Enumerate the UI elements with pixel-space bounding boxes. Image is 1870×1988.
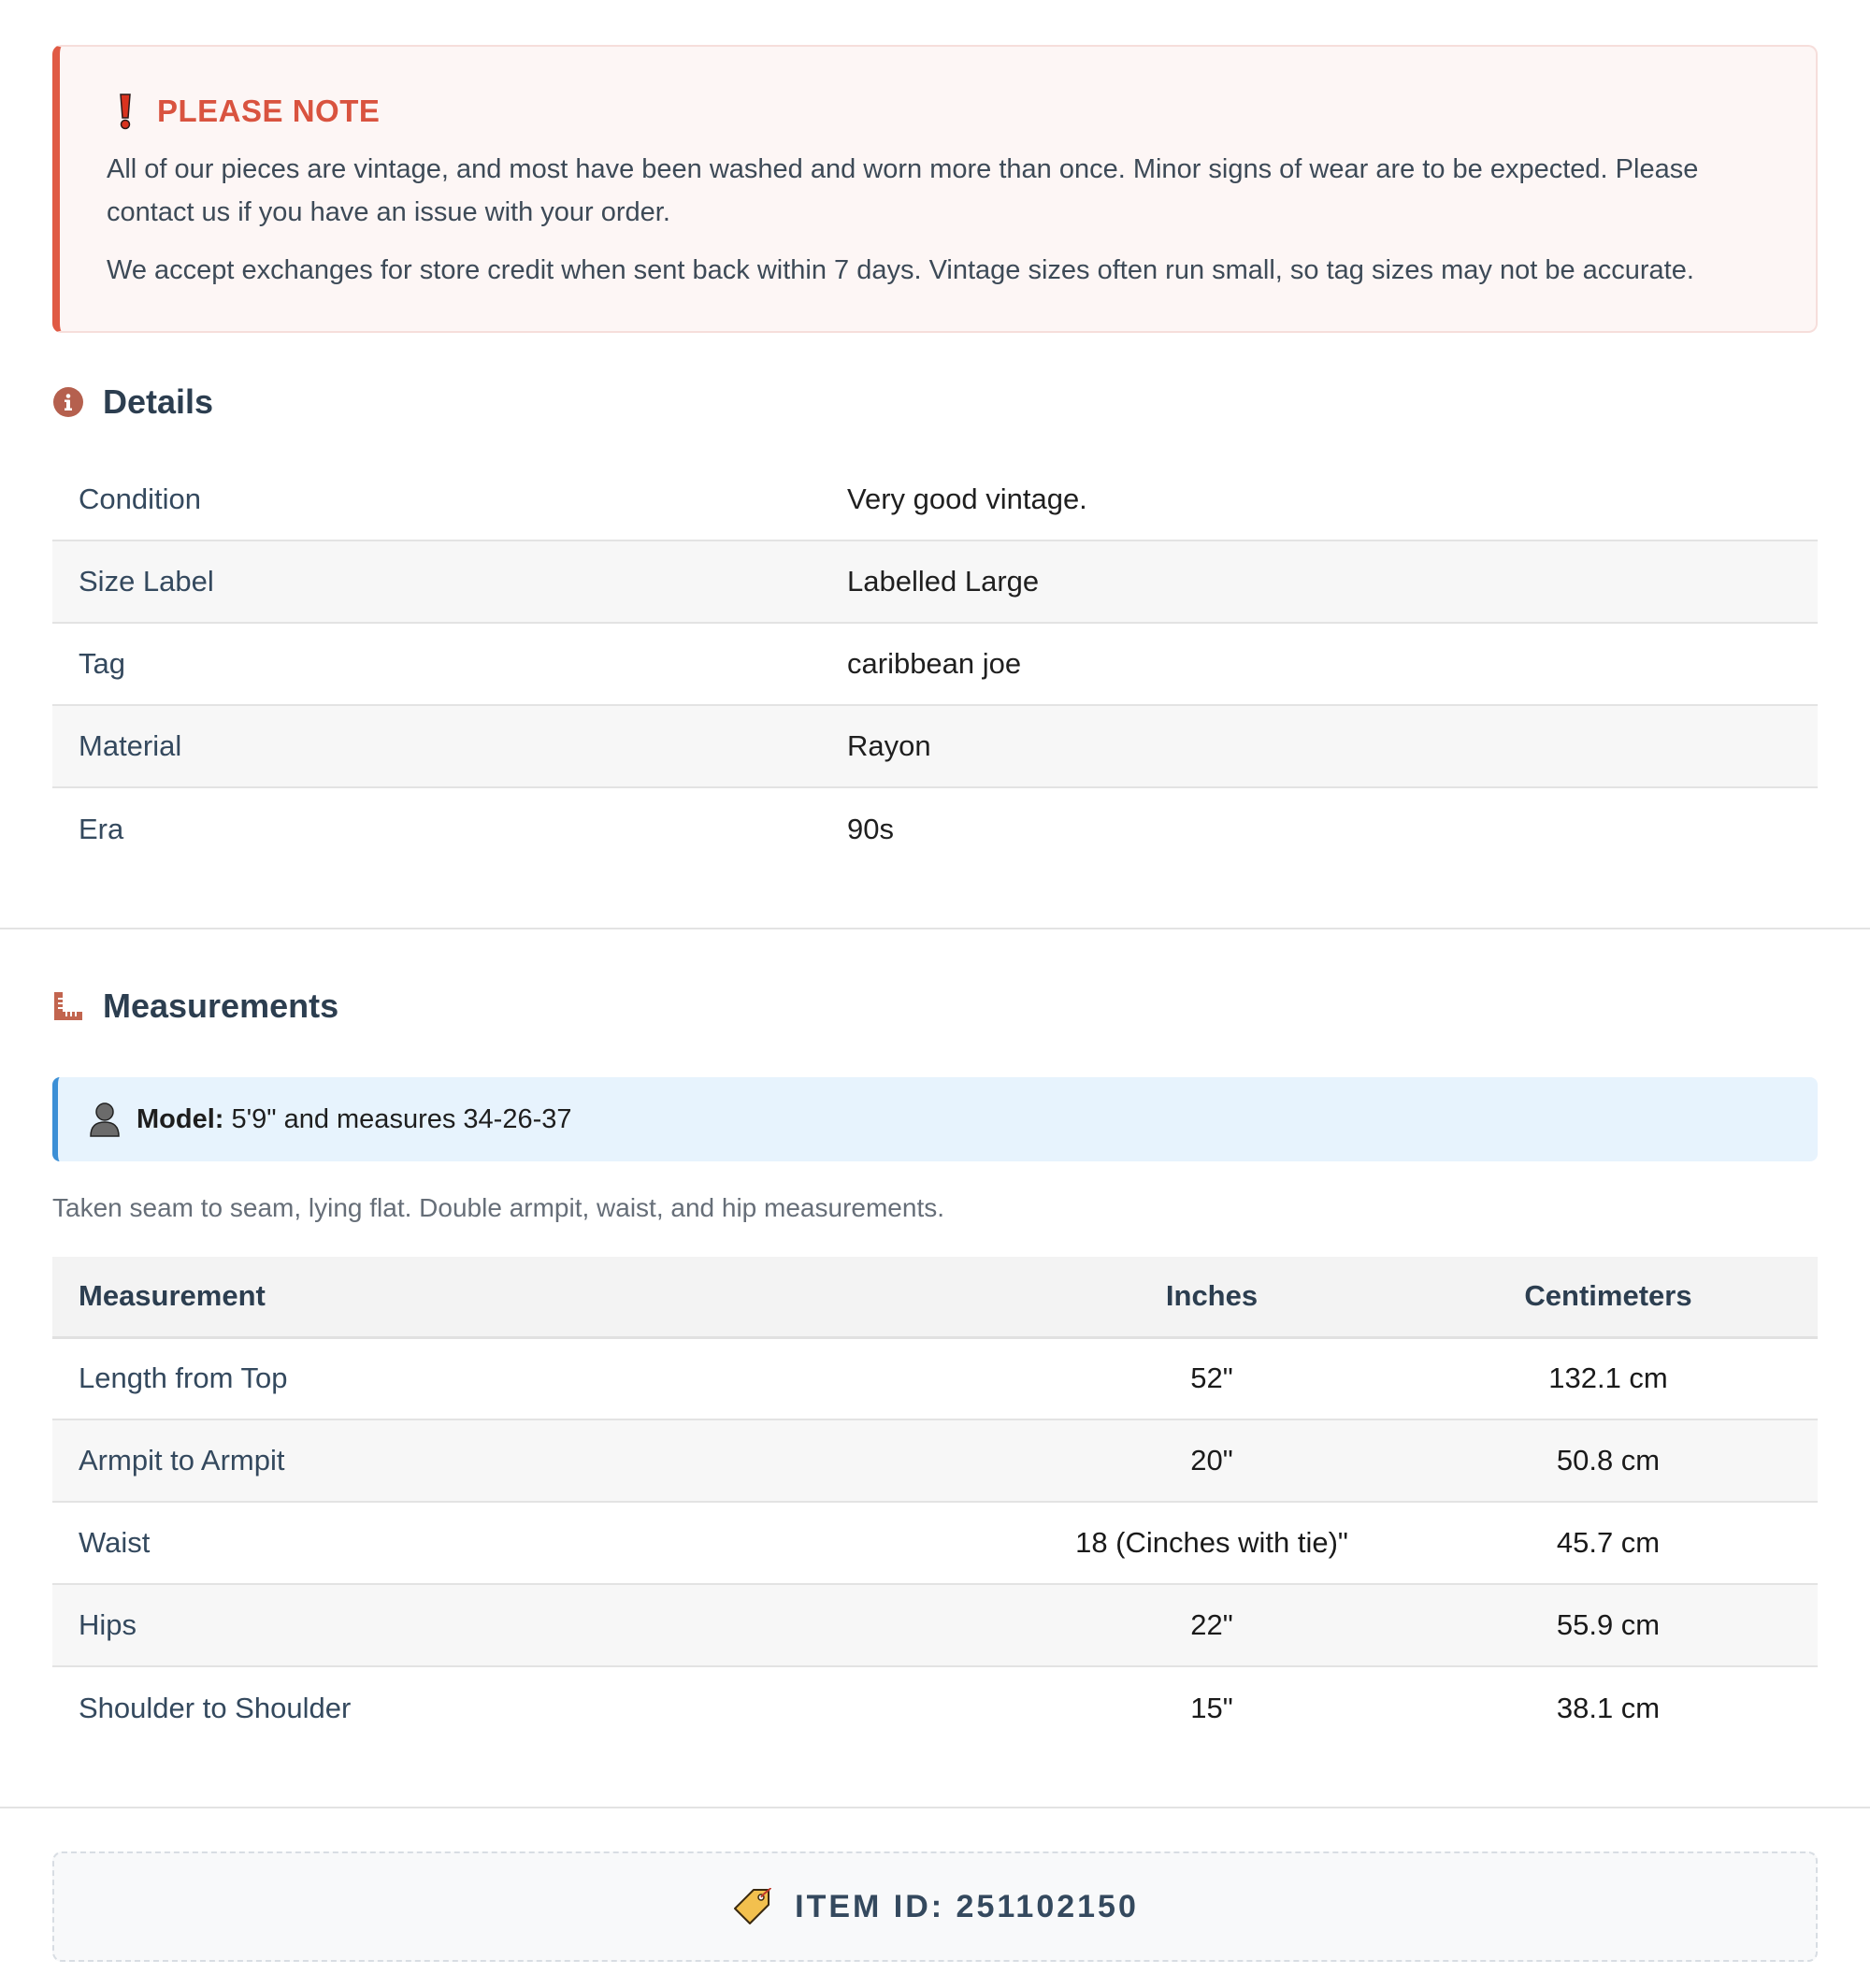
table-row (52, 1337, 1818, 1419)
detail-label: Era (79, 812, 124, 845)
table-row (52, 623, 1818, 705)
section-divider (0, 1807, 1870, 1808)
exclamation-icon (107, 93, 144, 130)
detail-label: Material (52, 705, 847, 787)
measurements-title: Measurements (103, 987, 339, 1025)
column-header-inches: Inches (1025, 1257, 1399, 1337)
details-heading (52, 374, 1818, 430)
column-header-centimeters: Centimeters (1399, 1257, 1818, 1337)
table-row (52, 1502, 1818, 1584)
measurement-note: Taken seam to seam, lying flat. Double armpit, waist, and hip measurements. (52, 1193, 944, 1222)
detail-value: 90s (847, 812, 894, 845)
price-tag-icon (731, 1886, 772, 1927)
measurement-inches: 18 (Cinches with tie)" (1025, 1502, 1399, 1584)
detail-value: Very good vintage. (847, 458, 1818, 540)
section-divider (0, 928, 1870, 929)
table-row (52, 540, 1818, 623)
measurement-name: Hips (52, 1584, 1025, 1666)
item-id-text: ITEM ID: 251102150 (795, 1888, 1139, 1924)
model-info-box (52, 1077, 1818, 1161)
table-row (52, 705, 1818, 787)
detail-label: Tag (52, 623, 847, 705)
note-paragraph-2: We accept exchanges for store credit when sent back within 7 days. Vintage sizes often run small, so tag sizes may not be accurate. (107, 255, 1694, 285)
measurement-cm: 132.1 cm (1399, 1337, 1818, 1419)
person-icon (88, 1101, 122, 1138)
note-header (107, 88, 1769, 135)
detail-label: Condition (52, 458, 847, 540)
please-note-box (52, 45, 1818, 333)
item-id-box (52, 1851, 1818, 1962)
measurement-cm: 38.1 cm (1556, 1691, 1661, 1724)
table-row (52, 1666, 1818, 1749)
info-icon (52, 386, 84, 418)
ruler-icon (52, 990, 84, 1022)
measurement-inches: 52" (1025, 1337, 1399, 1419)
measurement-name: Waist (52, 1502, 1025, 1584)
table-header-row (52, 1257, 1818, 1337)
detail-value: Labelled Large (847, 540, 1818, 623)
model-label: Model: (137, 1103, 224, 1134)
detail-value: caribbean joe (847, 623, 1818, 705)
details-title: Details (103, 382, 214, 421)
table-row (52, 1584, 1818, 1666)
measurement-name: Shoulder to Shoulder (79, 1691, 352, 1724)
model-text: 5'9" and measures 34-26-37 (231, 1103, 572, 1134)
column-header-measurement: Measurement (52, 1257, 1025, 1337)
note-paragraph-1: All of our pieces are vintage, and most have been washed and worn more than once. Minor signs of wear are to be expected. Please contact us if you have an issue with your order. (107, 154, 1699, 227)
measurement-cm: 45.7 cm (1399, 1502, 1818, 1584)
table-row (52, 458, 1818, 540)
detail-label: Size Label (52, 540, 847, 623)
details-table (52, 458, 1818, 870)
measurement-name: Armpit to Armpit (52, 1419, 1025, 1502)
measurement-name: Length from Top (52, 1337, 1025, 1419)
measurement-inches: 22" (1025, 1584, 1399, 1666)
measurements-table (52, 1257, 1818, 1749)
measurement-inches: 20" (1025, 1419, 1399, 1502)
detail-value: Rayon (847, 705, 1818, 787)
measurement-inches: 15" (1190, 1691, 1233, 1724)
table-row (52, 787, 1818, 870)
measurement-cm: 50.8 cm (1399, 1419, 1818, 1502)
table-row (52, 1419, 1818, 1502)
measurements-heading (52, 978, 1818, 1034)
note-title: PLEASE NOTE (157, 94, 381, 128)
measurement-cm: 55.9 cm (1399, 1584, 1818, 1666)
